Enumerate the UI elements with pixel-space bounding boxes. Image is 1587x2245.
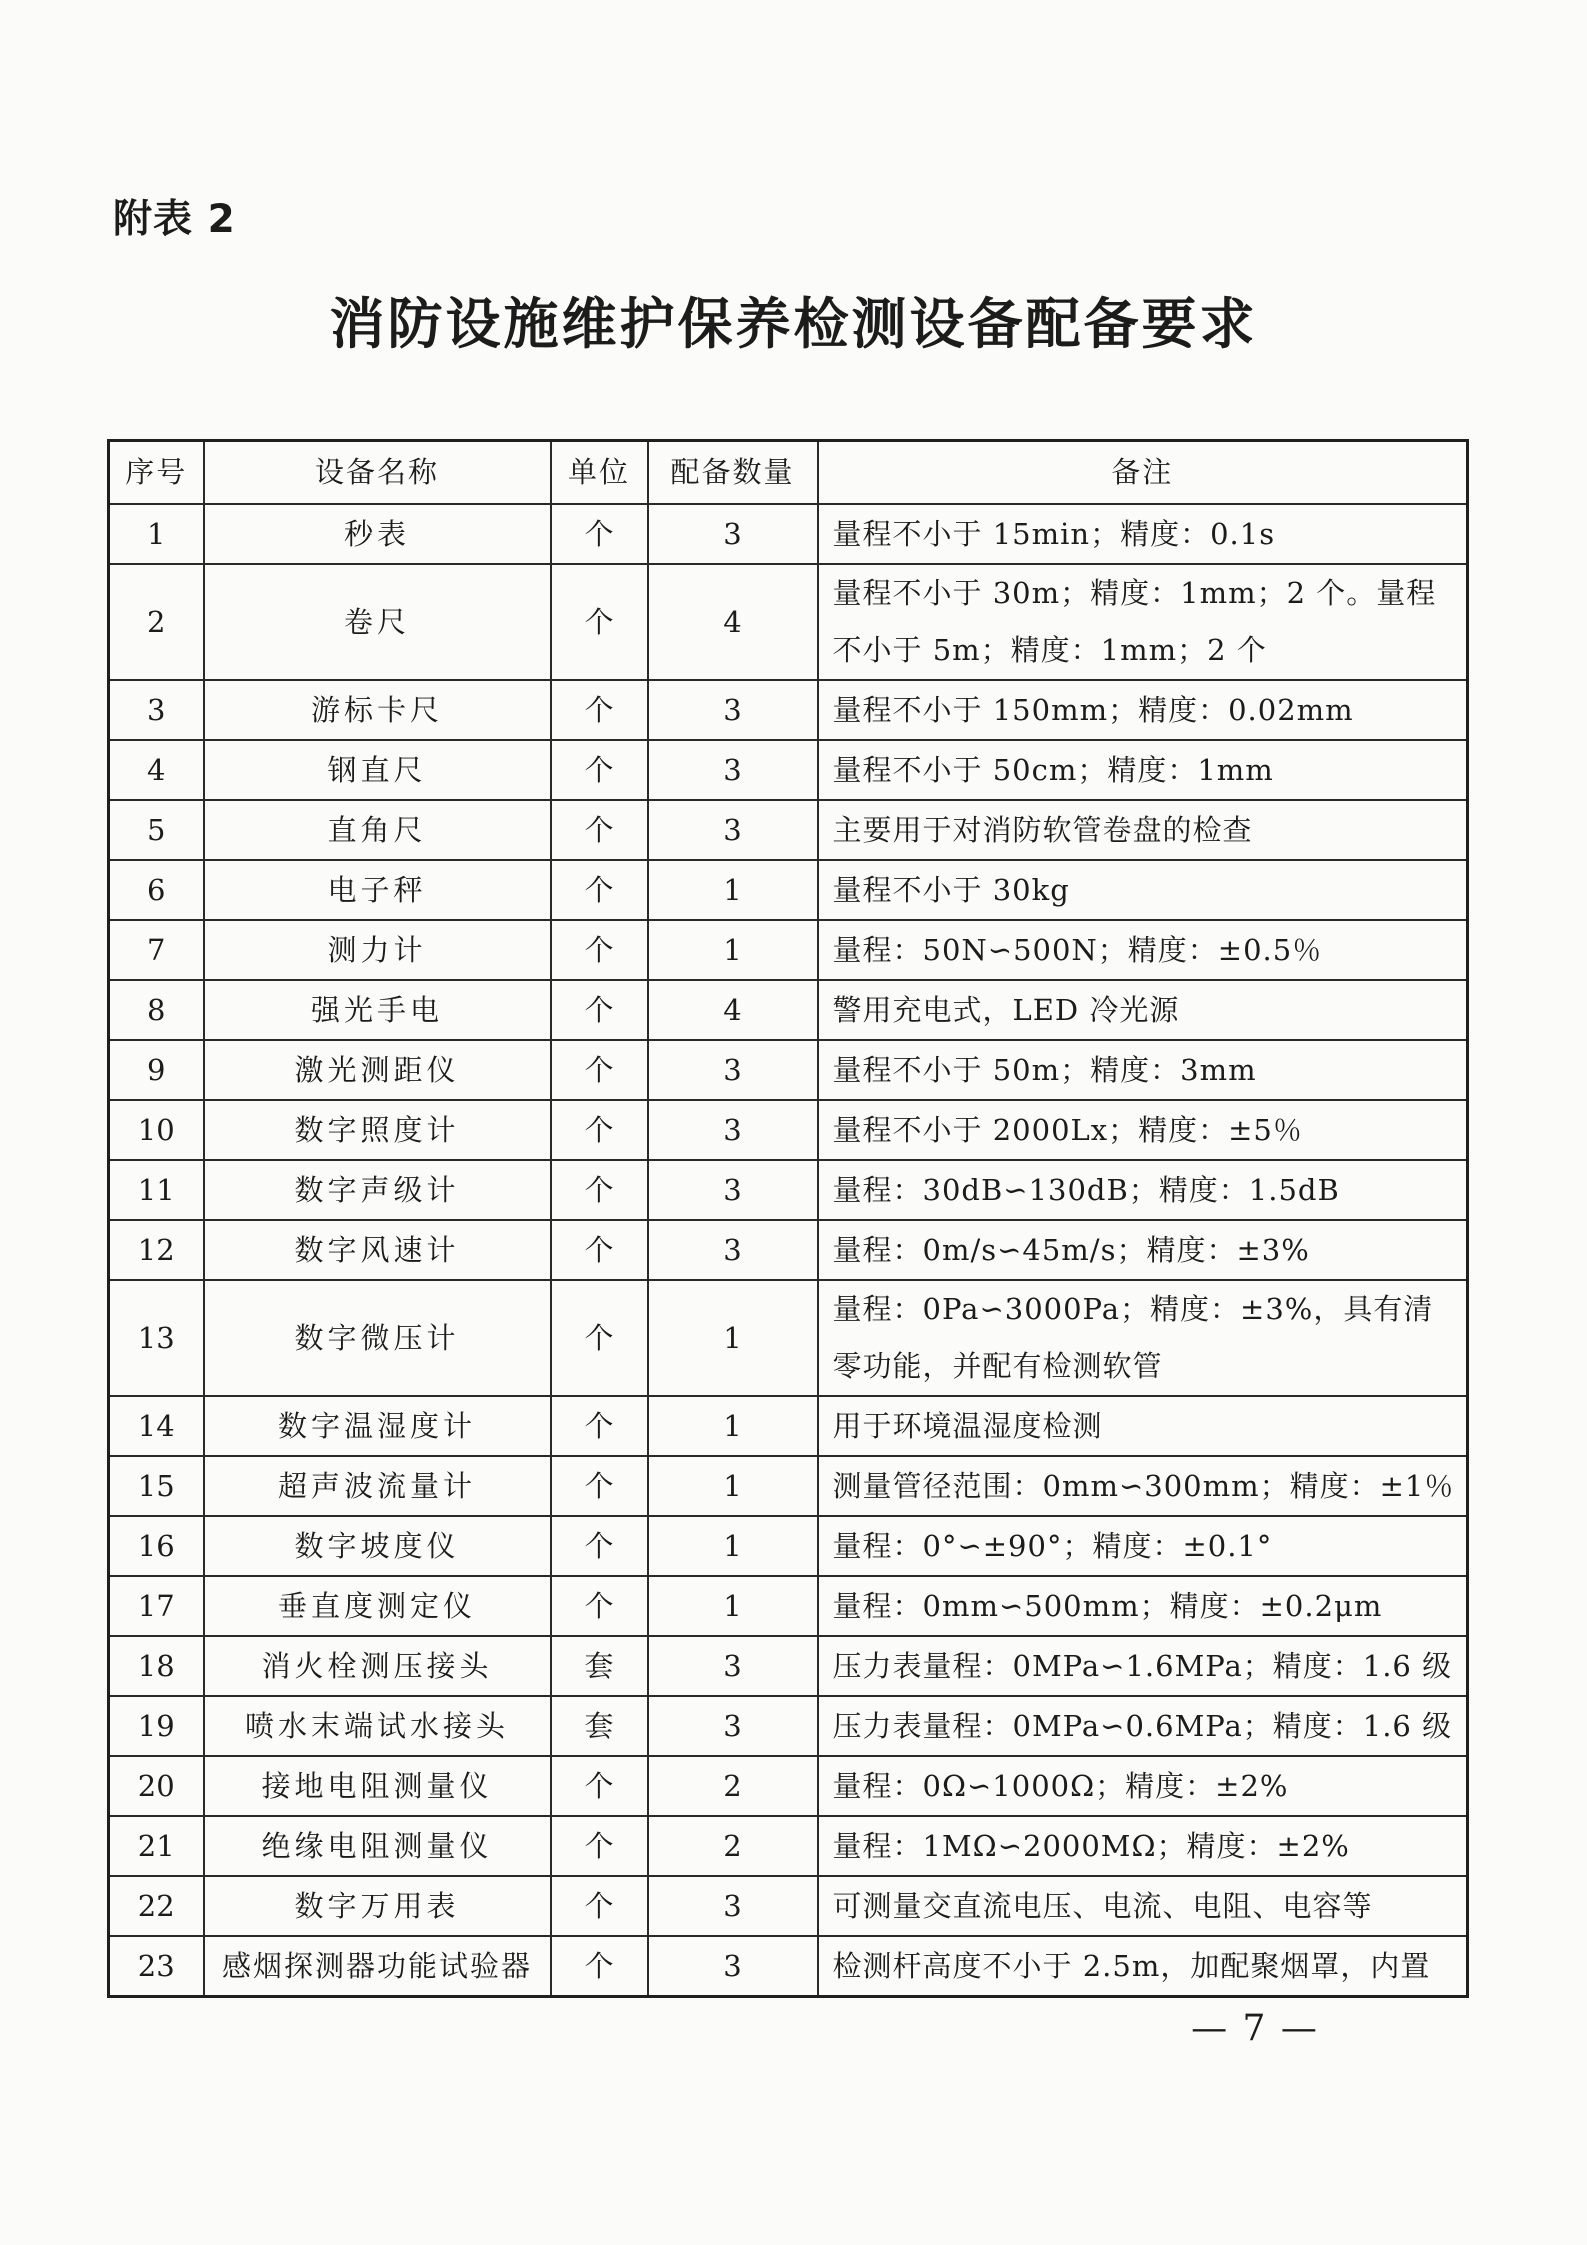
row-unit: 个 [551,980,648,1040]
row-qty: 1 [648,1280,818,1396]
row-no: 7 [109,920,204,980]
table-header-row [109,441,1468,505]
table-row [109,1160,1468,1220]
table-row [109,1576,1468,1636]
equipment-requirements-table [107,439,1469,1998]
row-note: 测量管径范围：0mm∽300mm；精度：±1％ [818,1456,1468,1516]
row-name: 卷尺 [204,564,551,680]
row-note: 量程不小于 2000Lx；精度：±5％ [818,1100,1468,1160]
row-unit: 套 [551,1696,648,1756]
table-row [109,1040,1468,1100]
row-note: 量程：0Ω∽1000Ω；精度：±2% [818,1756,1468,1816]
row-unit: 个 [551,1756,648,1816]
header-no: 序号 [109,441,204,505]
row-unit: 套 [551,1636,648,1696]
row-qty: 2 [648,1816,818,1876]
row-no: 6 [109,860,204,920]
row-qty: 4 [648,980,818,1040]
row-qty: 3 [648,504,818,564]
row-unit: 个 [551,920,648,980]
row-name: 直角尺 [204,800,551,860]
row-note: 量程不小于 30kg [818,860,1468,920]
header-qty: 配备数量 [648,441,818,505]
row-unit: 个 [551,1280,648,1396]
table-row [109,680,1468,740]
table-row [109,1816,1468,1876]
row-note: 压力表量程：0MPa∽0.6MPa；精度：1.6 级 [818,1696,1468,1756]
row-no: 19 [109,1696,204,1756]
row-qty: 1 [648,1576,818,1636]
row-name: 感烟探测器功能试验器 [204,1936,551,1997]
row-qty: 3 [648,1696,818,1756]
row-note: 量程：0mm∽500mm；精度：±0.2μm [818,1576,1468,1636]
row-note: 量程：30dB∽130dB；精度：1.5dB [818,1160,1468,1220]
row-no: 5 [109,800,204,860]
row-unit: 个 [551,1220,648,1280]
row-note: 量程：0m/s∽45m/s；精度：±3% [818,1220,1468,1280]
row-note: 警用充电式，LED 冷光源 [818,980,1468,1040]
row-name: 数字温湿度计 [204,1396,551,1456]
table-row [109,504,1468,564]
row-no: 3 [109,680,204,740]
row-unit: 个 [551,1576,648,1636]
row-unit: 个 [551,1516,648,1576]
table-row [109,920,1468,980]
table-row [109,1280,1468,1396]
row-no: 15 [109,1456,204,1516]
row-unit: 个 [551,1160,648,1220]
row-no: 2 [109,564,204,680]
row-name: 绝缘电阻测量仪 [204,1816,551,1876]
row-name: 消火栓测压接头 [204,1636,551,1696]
table-row [109,740,1468,800]
header-name: 设备名称 [204,441,551,505]
page-number: — 7 — [1191,2008,1319,2049]
row-no: 12 [109,1220,204,1280]
row-name: 数字坡度仪 [204,1516,551,1576]
row-name: 数字风速计 [204,1220,551,1280]
row-unit: 个 [551,740,648,800]
row-name: 接地电阻测量仪 [204,1756,551,1816]
row-name: 数字照度计 [204,1100,551,1160]
table-row [109,1936,1468,1997]
row-unit: 个 [551,1040,648,1100]
header-note: 备注 [818,441,1468,505]
table-row [109,800,1468,860]
row-qty: 1 [648,1516,818,1576]
row-note: 主要用于对消防软管卷盘的检查 [818,800,1468,860]
row-name: 游标卡尺 [204,680,551,740]
row-qty: 3 [648,1040,818,1100]
table-row [109,860,1468,920]
row-qty: 3 [648,1936,818,1997]
row-qty: 1 [648,920,818,980]
row-name: 数字声级计 [204,1160,551,1220]
row-unit: 个 [551,1396,648,1456]
row-name: 垂直度测定仪 [204,1576,551,1636]
row-qty: 3 [648,1636,818,1696]
row-no: 9 [109,1040,204,1100]
row-unit: 个 [551,680,648,740]
row-note: 量程不小于 30m；精度：1mm；2 个。量程不小于 5m；精度：1mm；2 个 [818,564,1468,680]
row-unit: 个 [551,1936,648,1997]
row-name: 秒表 [204,504,551,564]
row-note: 量程：0Pa∽3000Pa；精度：±3%，具有清零功能，并配有检测软管 [818,1280,1468,1396]
row-qty: 1 [648,1456,818,1516]
row-qty: 3 [648,1220,818,1280]
row-no: 13 [109,1280,204,1396]
row-note: 用于环境温湿度检测 [818,1396,1468,1456]
row-qty: 3 [648,1100,818,1160]
row-qty: 4 [648,564,818,680]
table-row [109,980,1468,1040]
table-row [109,1456,1468,1516]
header-unit: 单位 [551,441,648,505]
row-name: 数字微压计 [204,1280,551,1396]
row-unit: 个 [551,800,648,860]
row-unit: 个 [551,860,648,920]
table-row [109,1696,1468,1756]
row-name: 电子秤 [204,860,551,920]
row-note: 量程：1MΩ∽2000MΩ；精度：±2% [818,1816,1468,1876]
row-qty: 3 [648,680,818,740]
table-row [109,1100,1468,1160]
table-row [109,1876,1468,1936]
row-no: 22 [109,1876,204,1936]
row-no: 4 [109,740,204,800]
row-unit: 个 [551,564,648,680]
row-note: 量程：0°∽±90°；精度：±0.1° [818,1516,1468,1576]
table-row [109,1636,1468,1696]
document-title: 消防设施维护保养检测设备配备要求 [329,292,1258,356]
row-unit: 个 [551,1456,648,1516]
row-name: 钢直尺 [204,740,551,800]
row-no: 23 [109,1936,204,1997]
row-qty: 3 [648,800,818,860]
row-qty: 2 [648,1756,818,1816]
row-qty: 3 [648,1160,818,1220]
row-unit: 个 [551,1816,648,1876]
table-row [109,1396,1468,1456]
row-unit: 个 [551,504,648,564]
row-no: 16 [109,1516,204,1576]
row-qty: 3 [648,1876,818,1936]
row-qty: 1 [648,860,818,920]
row-no: 14 [109,1396,204,1456]
row-no: 10 [109,1100,204,1160]
table-row [109,1220,1468,1280]
row-name: 数字万用表 [204,1876,551,1936]
row-note: 量程不小于 150mm；精度：0.02mm [818,680,1468,740]
row-no: 20 [109,1756,204,1816]
row-note: 量程：50N∽500N；精度：±0.5％ [818,920,1468,980]
row-name: 测力计 [204,920,551,980]
row-no: 18 [109,1636,204,1696]
row-name: 超声波流量计 [204,1456,551,1516]
row-note: 量程不小于 50cm；精度：1mm [818,740,1468,800]
row-name: 喷水末端试水接头 [204,1696,551,1756]
row-no: 11 [109,1160,204,1220]
row-no: 17 [109,1576,204,1636]
row-note: 量程不小于 50m；精度：3mm [818,1040,1468,1100]
row-note: 检测杆高度不小于 2.5m，加配聚烟罩，内置 [818,1936,1468,1997]
row-unit: 个 [551,1100,648,1160]
row-note: 可测量交直流电压、电流、电阻、电容等 [818,1876,1468,1936]
row-qty: 3 [648,740,818,800]
table-row [109,564,1468,680]
row-no: 21 [109,1816,204,1876]
row-name: 激光测距仪 [204,1040,551,1100]
row-unit: 个 [551,1876,648,1936]
table-row [109,1756,1468,1816]
row-note: 量程不小于 15min；精度：0.1s [818,504,1468,564]
appendix-label: 附表 2 [113,197,236,242]
row-note: 压力表量程：0MPa∽1.6MPa；精度：1.6 级 [818,1636,1468,1696]
table-row [109,1516,1468,1576]
row-name: 强光手电 [204,980,551,1040]
row-no: 1 [109,504,204,564]
row-qty: 1 [648,1396,818,1456]
row-no: 8 [109,980,204,1040]
